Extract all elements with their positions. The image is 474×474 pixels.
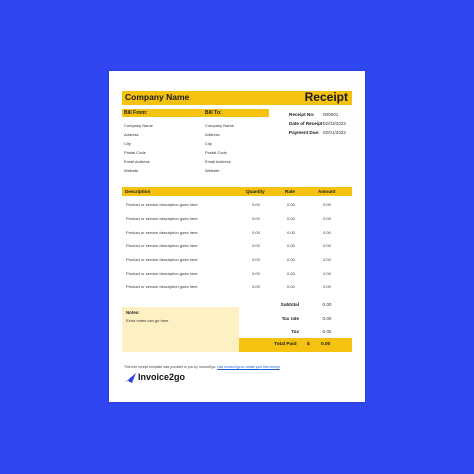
tax-value: 0.00 (322, 329, 332, 334)
row-description: Product or service description goes here (126, 257, 198, 262)
bill-from-postal: Postal Code (124, 150, 146, 155)
bill-from-city: City (124, 141, 131, 146)
table-row (109, 230, 365, 239)
col-amount: Amount (318, 189, 336, 194)
footer-note-text: This free receipt template was provided to you by Invoice2go. (124, 365, 217, 369)
receipt-date-label: Date of Receipt: (289, 121, 324, 126)
bill-to-address: Address (205, 132, 220, 137)
row-rate: 0.00 (287, 230, 295, 235)
invoice2go-arrow-logo-icon (124, 373, 136, 383)
receipt-document (109, 71, 365, 402)
notes-box (122, 307, 239, 352)
total-paid-label: Total Paid (274, 342, 297, 347)
row-quantity: 0.00 (252, 202, 260, 207)
bill-to-postal: Postal Code (205, 150, 227, 155)
notes-text: Extra notes can go here (126, 318, 169, 323)
row-amount: 0.00 (323, 216, 331, 221)
row-quantity: 0.00 (252, 271, 260, 276)
tax-rate-value: 0.00 (322, 316, 332, 321)
payment-due-value: 02/01/2022 (323, 130, 346, 135)
total-paid-value: 0.00 (321, 342, 331, 347)
col-description: Description (125, 189, 151, 194)
bill-to-company: Company Name (205, 123, 234, 128)
row-quantity: 0.00 (252, 230, 260, 235)
bill-to-city: City (205, 141, 212, 146)
row-description: Product or service description goes here (126, 243, 198, 248)
row-amount: 0.00 (323, 202, 331, 207)
footer-note-link[interactable]: Use Invoice2go to create your first receipt (217, 365, 280, 369)
row-description: Product or service description goes here (126, 202, 198, 207)
bill-from-header: Bill From: (122, 109, 203, 117)
row-amount: 0.00 (323, 271, 331, 276)
payment-due-label: Payment Due: (289, 130, 320, 135)
bill-to-website: Website (205, 168, 220, 173)
col-quantity: Quantity (246, 189, 265, 194)
row-amount: 0.00 (323, 243, 331, 248)
footer-note (124, 365, 280, 369)
items-table-header (122, 187, 352, 196)
bill-from-website: Website (124, 168, 139, 173)
row-rate: 0.00 (287, 202, 295, 207)
table-row (109, 271, 365, 280)
row-rate: 0.00 (287, 216, 295, 221)
bill-to-email: Email Address (205, 159, 231, 164)
row-amount: 0.00 (323, 230, 331, 235)
col-rate: Rate (285, 189, 295, 194)
table-row (109, 243, 365, 252)
table-row (109, 216, 365, 225)
bill-from-company: Company Name (124, 123, 153, 128)
row-description: Product or service description goes here (126, 284, 198, 289)
table-row (109, 257, 365, 266)
company-name: Company Name (125, 92, 190, 102)
bill-from-address: Address (124, 132, 139, 137)
row-rate: 0.00 (287, 284, 295, 289)
row-rate: 0.00 (287, 257, 295, 262)
document-title: Receipt (304, 90, 348, 104)
tax-label: Tax (291, 329, 299, 334)
row-amount: 0.00 (323, 257, 331, 262)
row-rate: 0.00 (287, 271, 295, 276)
receipt-no-label: Receipt No: (289, 112, 315, 117)
row-quantity: 0.00 (252, 243, 260, 248)
brand-name: Invoice2go (138, 372, 186, 382)
row-quantity: 0.00 (252, 216, 260, 221)
row-description: Product or service description goes here (126, 271, 198, 276)
tax-rate-label: Tax rate (281, 316, 299, 321)
currency-symbol: $ (307, 342, 310, 347)
subtotal-value: 0.00 (322, 302, 332, 307)
row-quantity: 0.00 (252, 284, 260, 289)
receipt-no-value: 000001 (323, 112, 339, 117)
row-rate: 0.00 (287, 243, 295, 248)
table-row (109, 284, 365, 293)
row-description: Product or service description goes here (126, 230, 198, 235)
row-description: Product or service description goes here (126, 216, 198, 221)
total-paid-bar (239, 338, 352, 352)
receipt-date-value: 02/03/2022 (323, 121, 346, 126)
row-amount: 0.00 (323, 284, 331, 289)
bill-to-header: Bill To: (203, 109, 269, 117)
bill-from-email: Email Address (124, 159, 150, 164)
title-bar (122, 91, 352, 105)
notes-label: Notes: (126, 310, 140, 315)
table-row (109, 202, 365, 211)
row-quantity: 0.00 (252, 257, 260, 262)
subtotal-label: Subtotal (280, 302, 299, 307)
